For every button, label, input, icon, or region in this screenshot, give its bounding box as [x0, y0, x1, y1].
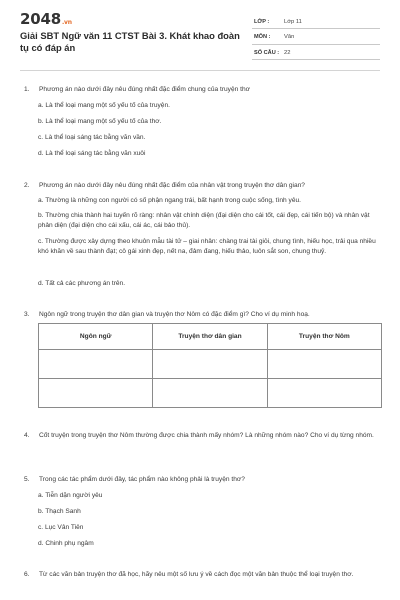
question-text: Cốt truyện trong truyện thơ Nôm thường được chia thành mấy nhóm? Là những nhóm nào? Cho ví dụ từng nhóm.: [39, 432, 374, 439]
table-cell[interactable]: [267, 350, 381, 379]
question-number: 5.: [24, 476, 30, 483]
table-cell[interactable]: [39, 350, 153, 379]
question-number: 3.: [24, 311, 30, 318]
meta-value: 22: [284, 49, 291, 56]
answer-table: [38, 323, 382, 408]
site-logo[interactable]: [20, 9, 72, 28]
document-title: Giải SBT Ngữ văn 11 CTST Bài 3. Khát khao đoàn tụ có đáp án: [20, 30, 240, 53]
question-text: Ngôn ngữ trong truyện thơ dân gian và truyện thơ Nôm có đặc điểm gì? Cho ví dụ minh hoạ.: [39, 311, 310, 318]
question-number: 4.: [24, 432, 30, 439]
table-header-nom-verse: Truyện thơ Nôm: [267, 324, 381, 350]
question-text: Phương án nào dưới đây nêu đúng nhất đặc điểm của nhân vật trong truyện thơ dân gian?: [39, 182, 305, 189]
option-item: b. Thường chia thành hai tuyến rõ ràng: nhân vật chính diện (đại diện cho cái tốt, cái đẹp, cái tiến bộ) và nhân vật phản diện (đại diện cho cái xấu, cái ác, cái bảo thủ).: [38, 212, 370, 229]
meta-label: LỚP :: [254, 18, 270, 25]
question-text: Phương án nào dưới đây nêu đúng nhất đặc điểm chung của truyện thơ: [39, 86, 250, 93]
table-header-language: Ngôn ngữ: [39, 324, 153, 350]
question-number: 2.: [24, 182, 30, 189]
option-item: a. Tiễn dặn người yêu: [38, 492, 103, 499]
option-item: c. Là thể loại sáng tác bằng văn vần.: [38, 134, 146, 141]
option-item: a. Thường là những con người có số phận ngang trái, bất hạnh trong cuộc sống, tình yêu.: [38, 197, 301, 204]
question-number: 1.: [24, 86, 30, 93]
option-item: b. Là thể loại mang một số yếu tố của thơ.: [38, 118, 162, 125]
meta-row-subject: [252, 31, 380, 45]
meta-row-question-count: [252, 46, 380, 60]
table-cell[interactable]: [153, 350, 267, 379]
option-item: d. Chinh phụ ngâm: [38, 540, 94, 547]
meta-label: MÔN :: [254, 34, 271, 40]
table-header-folk-verse: Truyện thơ dân gian: [153, 324, 267, 350]
meta-row-class: [252, 15, 380, 29]
meta-label: SỐ CÂU :: [254, 49, 280, 56]
option-item: c. Lục Vân Tiên: [38, 524, 84, 531]
header-divider: [20, 70, 380, 71]
option-item: c. Thường được xây dựng theo khuôn mẫu tài tử – giai nhân: chàng trai tài giỏi, chung tình, hiếu học, trải qua nhiều khó khăn về sau thành đạt; cô gái xinh đẹp, nết na, đảm đang, hiếu thảo, luôn sắt son, chung thuỷ.: [38, 238, 376, 255]
option-item: d. Là thể loại sáng tác bằng văn xuôi: [38, 150, 146, 157]
question-text: Trong các tác phẩm dưới đây, tác phẩm nào không phải là truyện thơ?: [39, 476, 245, 483]
logo-text: 2048: [20, 10, 61, 28]
meta-value: Văn: [284, 34, 295, 40]
table-row: [39, 379, 382, 408]
table-cell[interactable]: [267, 379, 381, 408]
question-text: Từ các văn bản truyện thơ đã học, hãy nêu một số lưu ý về cách đọc một văn bản thuộc thể loại truyện thơ.: [39, 571, 354, 578]
option-item: a. Là thể loại mang một số yếu tố của truyện.: [38, 102, 170, 109]
question-number: 6.: [24, 571, 30, 578]
option-item: b. Thạch Sanh: [38, 508, 81, 515]
logo-domain: .vn: [61, 19, 72, 26]
table-row: [39, 350, 382, 379]
table-cell[interactable]: [39, 379, 153, 408]
option-item: d. Tất cả các phương án trên.: [38, 280, 126, 287]
meta-info-box: [252, 15, 380, 60]
table-cell[interactable]: [153, 379, 267, 408]
meta-value: Lớp 11: [284, 18, 302, 25]
